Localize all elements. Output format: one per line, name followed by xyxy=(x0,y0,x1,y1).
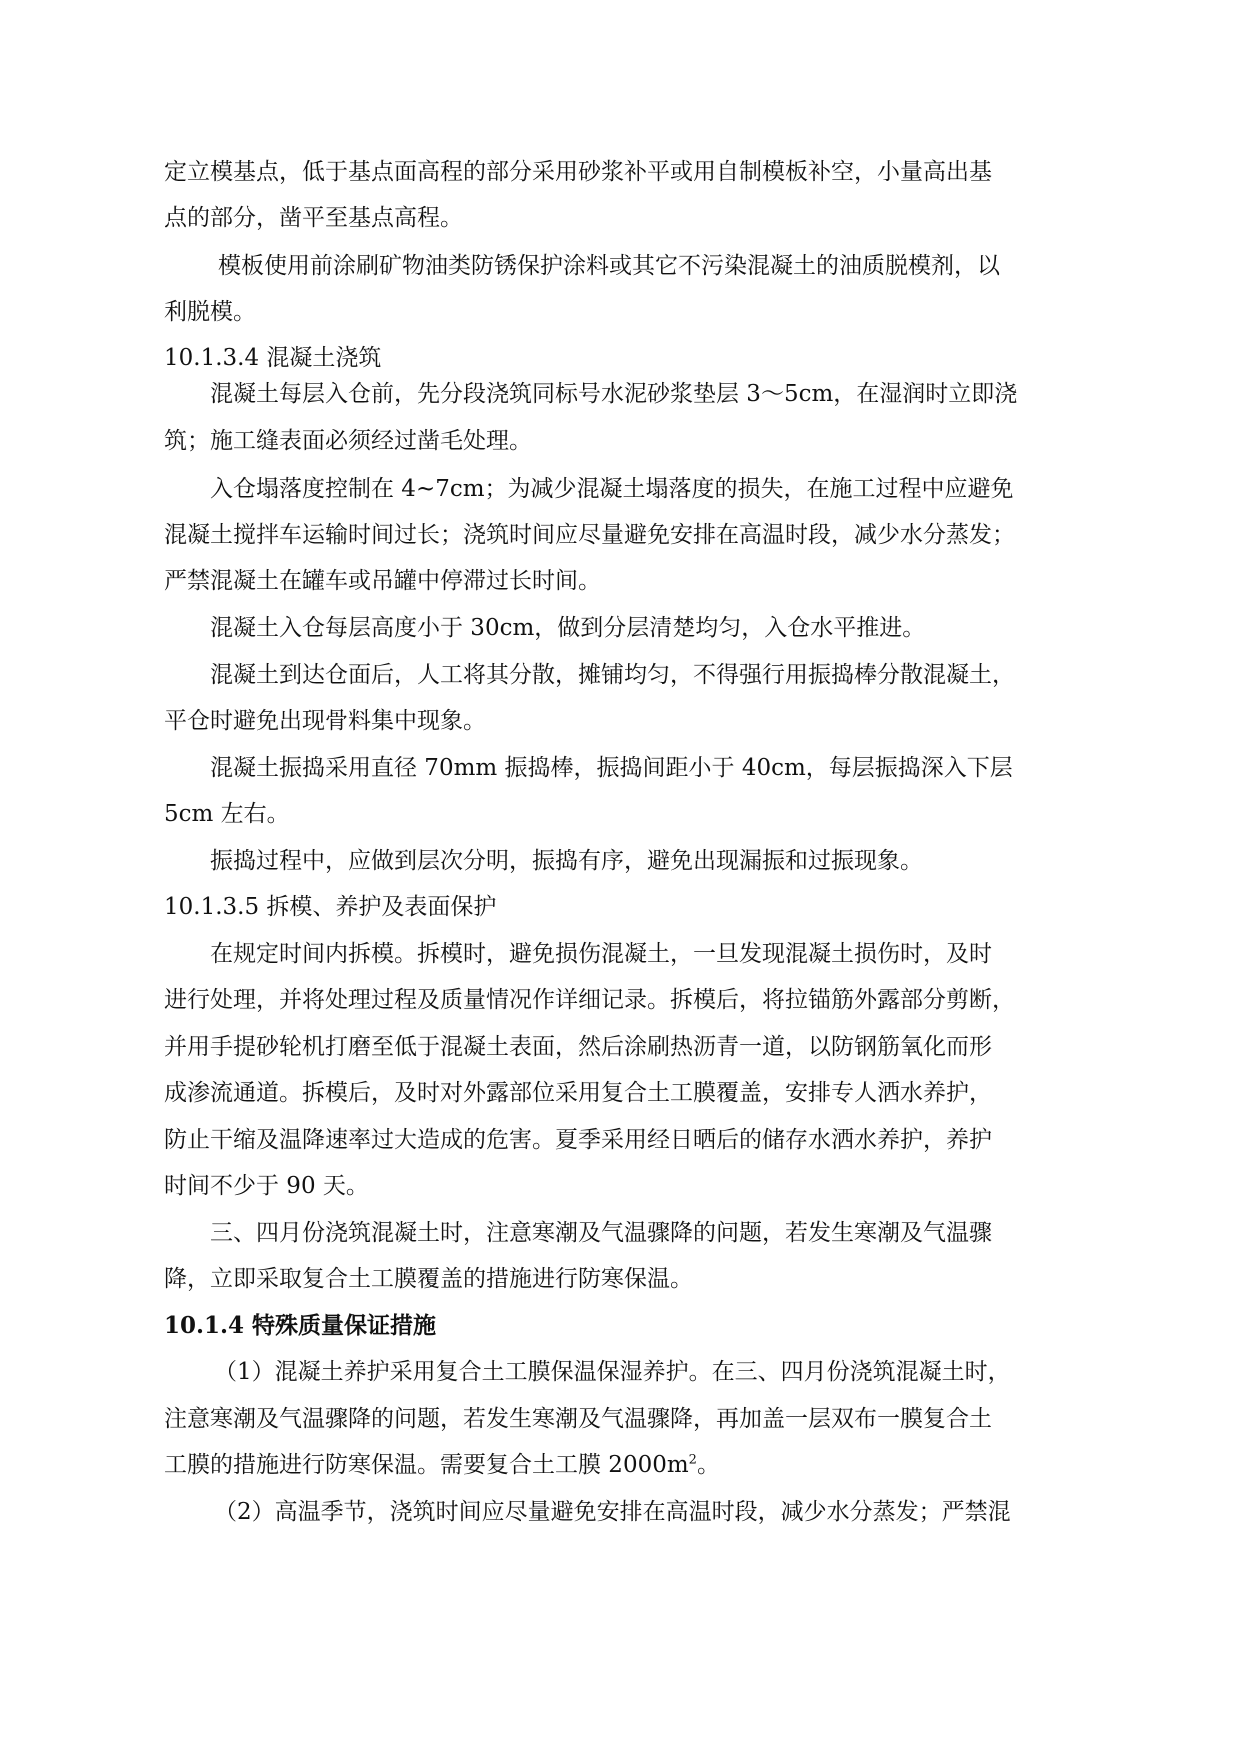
text-line: 在规定时间内拆模。拆模时，避免损伤混凝土，一旦发现混凝土损伤时，及时 xyxy=(210,941,992,967)
text-line: 入仓塌落度控制在 4~7cm；为减少混凝土塌落度的损失，在施工过程中应避免 xyxy=(210,476,1014,502)
text-line: 并用手提砂轮机打磨至低于混凝土表面，然后涂刷热沥青一道，以防钢筋氧化而形 xyxy=(164,1034,992,1060)
section-heading: 10.1.3.4 混凝土浇筑 xyxy=(164,345,382,371)
text-line: 混凝土每层入仓前，先分段浇筑同标号水泥砂浆垫层 3～5cm，在湿润时立即浇 xyxy=(210,381,1018,407)
text-line: 利脱模。 xyxy=(164,299,256,325)
text-line: 模板使用前涂刷矿物油类防锈保护涂料或其它不污染混凝土的油质脱模剂，以 xyxy=(218,253,1000,279)
text-line: 混凝土振捣采用直径 70mm 振捣棒，振捣间距小于 40cm，每层振捣深入下层 xyxy=(210,755,1013,781)
superscript: 2 xyxy=(688,1452,697,1468)
text-line: 注意寒潮及气温骤降的问题，若发生寒潮及气温骤降，再加盖一层双布一膜复合土 xyxy=(164,1406,992,1432)
text-line: 时间不少于 90 天。 xyxy=(164,1173,369,1199)
text-line: 成渗流通道。拆模后，及时对外露部位采用复合土工膜覆盖，安排专人洒水养护， xyxy=(164,1080,992,1106)
text-line: 混凝土入仓每层高度小于 30cm，做到分层清楚均匀，入仓水平推进。 xyxy=(210,615,926,641)
text-line: 三、四月份浇筑混凝土时，注意寒潮及气温骤降的问题，若发生寒潮及气温骤 xyxy=(210,1220,992,1246)
text-line: 混凝土到达仓面后，人工将其分散，摊铺均匀，不得强行用振捣棒分散混凝土， xyxy=(210,662,1015,688)
text-line: 严禁混凝土在罐车或吊罐中停滞过长时间。 xyxy=(164,568,601,594)
text-line: 防止干缩及温降速率过大造成的危害。夏季采用经日晒后的储存水洒水养护，养护 xyxy=(164,1127,992,1153)
text-line: 定立模基点，低于基点面高程的部分采用砂浆补平或用自制模板补空，小量高出基 xyxy=(164,159,992,185)
text-line: 混凝土搅拌车运输时间过长；浇筑时间应尽量避免安排在高温时段，减少水分蒸发； xyxy=(164,522,1015,548)
text-line: 降，立即采取复合土工膜覆盖的措施进行防寒保温。 xyxy=(164,1266,693,1292)
text-line: 5cm 左右。 xyxy=(164,801,290,827)
text-line: 平仓时避免出现骨料集中现象。 xyxy=(164,708,486,734)
text-line: 筑；施工缝表面必须经过凿毛处理。 xyxy=(164,428,532,454)
text-line: 振捣过程中，应做到层次分明，振捣有序，避免出现漏振和过振现象。 xyxy=(210,848,923,874)
section-heading: 10.1.3.5 拆模、养护及表面保护 xyxy=(164,894,497,920)
text-line: 进行处理，并将处理过程及质量情况作详细记录。拆模后，将拉锚筋外露部分剪断， xyxy=(164,987,1015,1013)
text-span: 工膜的措施进行防寒保温。需要复合土工膜 2000m xyxy=(164,1452,689,1478)
section-heading-bold: 10.1.4 特殊质量保证措施 xyxy=(164,1312,437,1339)
text-line: （1）混凝土养护采用复合土工膜保温保湿养护。在三、四月份浇筑混凝土时， xyxy=(214,1359,1011,1385)
text-span: 。 xyxy=(696,1452,720,1478)
text-line: （2）高温季节，浇筑时间应尽量避免安排在高温时段，减少水分蒸发；严禁混 xyxy=(214,1499,1011,1525)
text-line: 点的部分，凿平至基点高程。 xyxy=(164,205,463,231)
text-line xyxy=(164,1450,720,1480)
